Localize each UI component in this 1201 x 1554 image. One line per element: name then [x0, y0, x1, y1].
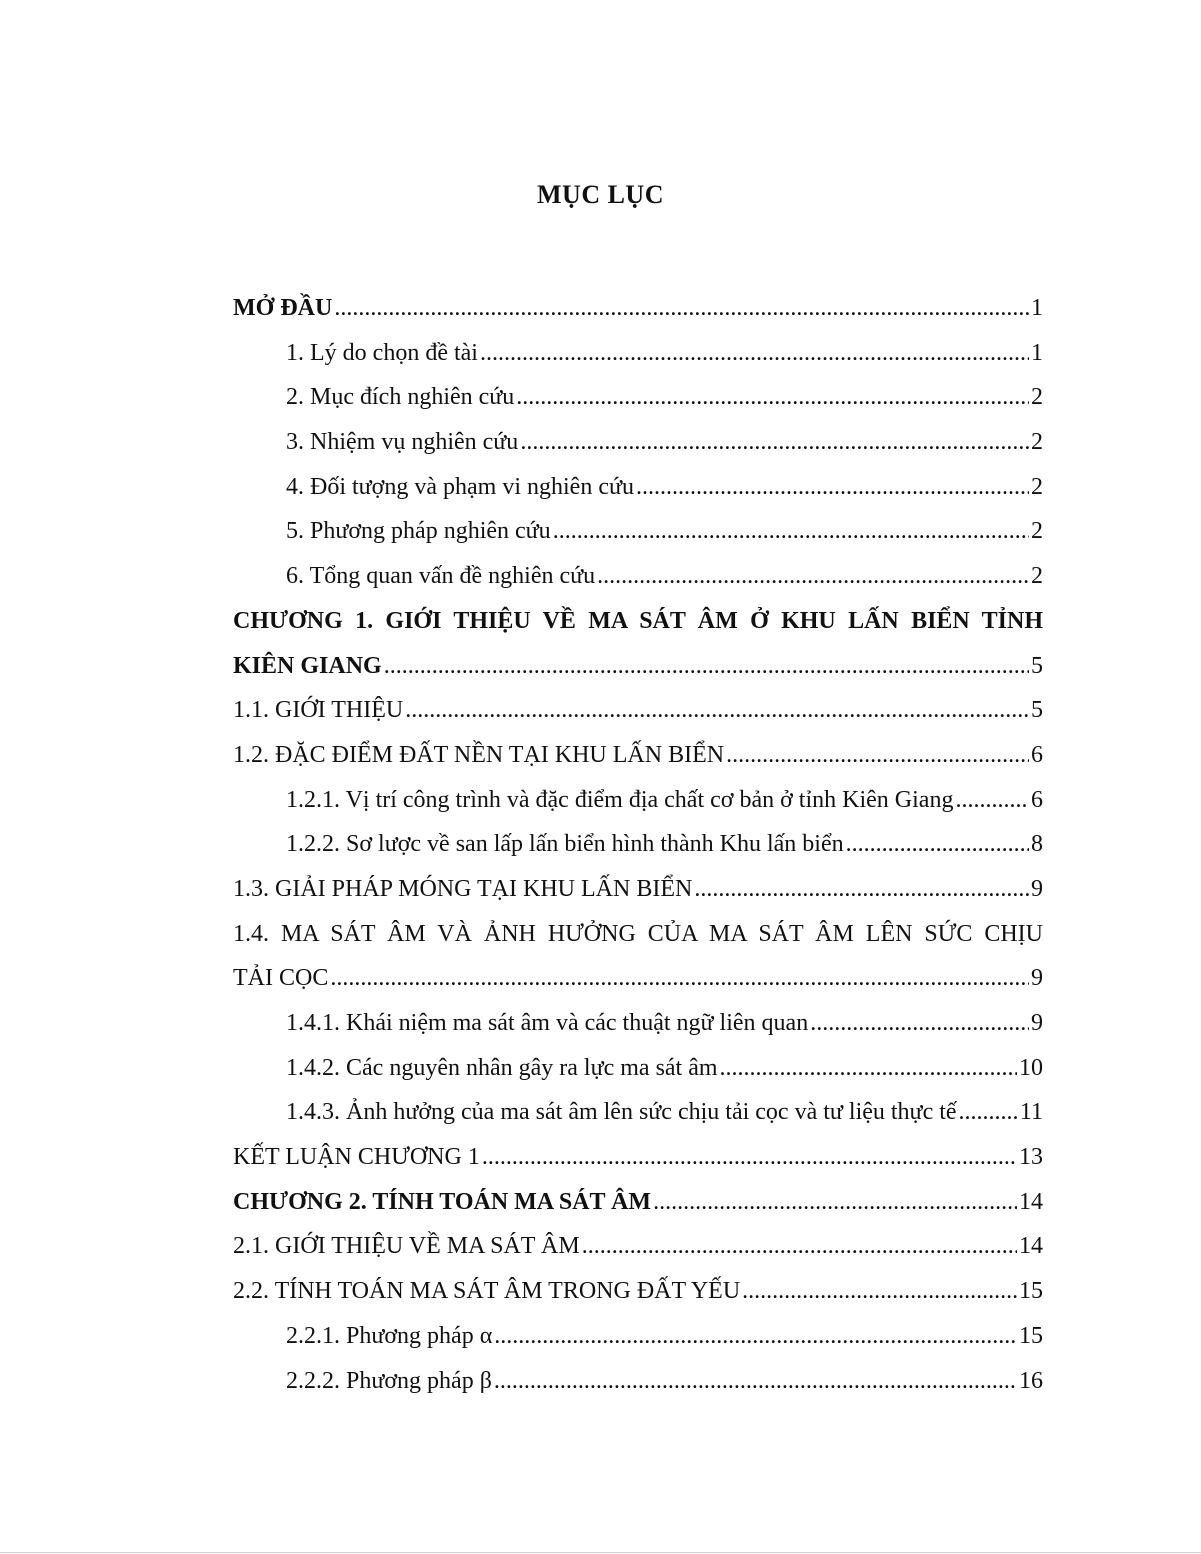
toc-entry-ket-luan-1[interactable]: [233, 1135, 1043, 1180]
toc-entry-3[interactable]: [233, 420, 1043, 465]
toc-entry-label: CHƯƠNG 2. TÍNH TOÁN MA SÁT ÂM: [233, 1188, 652, 1215]
dot-leader: [597, 554, 1029, 599]
toc-entry-1-4-3[interactable]: [233, 1090, 1043, 1135]
dot-leader: [334, 286, 1029, 331]
dot-leader: [405, 688, 1029, 733]
toc-entry-4[interactable]: [233, 465, 1043, 510]
toc-entry-page: 5: [1031, 652, 1043, 679]
toc-entry-page: 9: [1031, 875, 1043, 902]
toc-entry-page: 2: [1031, 563, 1043, 590]
toc-entry-label: TẢI CỌC: [233, 965, 329, 992]
dot-leader: [653, 1180, 1017, 1225]
toc-entry-page: 2: [1031, 384, 1043, 411]
dot-leader: [494, 1314, 1017, 1359]
toc-entry-label: 3. Nhiệm vụ nghiên cứu: [286, 429, 519, 456]
toc-entry-page: 2: [1031, 429, 1043, 456]
toc-entry-1-3[interactable]: [233, 867, 1043, 912]
toc-entry-label: KẾT LUẬN CHƯƠNG 1: [233, 1144, 480, 1171]
toc-entry-2-1[interactable]: [233, 1224, 1043, 1269]
table-of-contents: [233, 286, 1043, 1403]
toc-entry-label: 1.4.1. Khái niệm ma sát âm và các thuật ngữ liên quan: [286, 1010, 809, 1036]
toc-entry-mo-dau[interactable]: [233, 286, 1043, 331]
toc-entry-1-2-1[interactable]: [233, 778, 1043, 823]
toc-entry-label: 2.2.1. Phương pháp α: [286, 1322, 493, 1349]
toc-entry-label: CHƯƠNG 1. GIỚI THIỆU VỀ MA SÁT ÂM Ở KHU LẤN BIỂN TỈNH: [233, 607, 1043, 634]
dot-leader: [846, 822, 1029, 867]
toc-entry-page: 16: [1019, 1367, 1043, 1394]
toc-entry-2-2-1[interactable]: [233, 1314, 1043, 1359]
dot-leader: [516, 375, 1029, 420]
toc-entry-label: 1.4. MA SÁT ÂM VÀ ẢNH HƯỞNG CỦA MA SÁT ÂM LÊN SỨC CHỊU: [233, 920, 1043, 947]
toc-entry-page: 5: [1031, 697, 1043, 724]
toc-entry-6[interactable]: [233, 554, 1043, 599]
toc-entry-page: 2: [1031, 518, 1043, 545]
toc-entry-label: 1.2.1. Vị trí công trình và đặc điểm địa chất cơ bản ở tỉnh Kiên Giang: [286, 786, 954, 813]
dot-leader: [810, 1001, 1029, 1046]
toc-entry-page: 10: [1019, 1054, 1043, 1081]
toc-entry-label: 1.1. GIỚI THIỆU: [233, 697, 404, 724]
toc-entry-label: 1.2. ĐẶC ĐIỂM ĐẤT NỀN TẠI KHU LẤN BIỂN: [233, 741, 725, 768]
toc-entry-1-2-2[interactable]: [233, 822, 1043, 867]
dot-leader: [636, 465, 1029, 510]
toc-entry-page: 1: [1031, 295, 1043, 321]
dot-leader: [553, 509, 1029, 554]
toc-entry-label: 2.1. GIỚI THIỆU VỀ MA SÁT ÂM: [233, 1233, 580, 1260]
toc-entry-label: 4. Đối tượng và phạm vi nghiên cứu: [286, 473, 634, 500]
dot-leader: [959, 1090, 1018, 1135]
toc-entry-page: 8: [1031, 831, 1043, 858]
dot-leader: [694, 867, 1029, 912]
dot-leader: [494, 1359, 1017, 1404]
toc-entry-label: 2.2.2. Phương pháp β: [286, 1367, 492, 1394]
toc-entry-page: 15: [1019, 1322, 1043, 1349]
toc-entry-chuong-1-line2[interactable]: [233, 644, 1043, 689]
toc-entry-page: 13: [1019, 1144, 1043, 1171]
toc-entry-label: 1.3. GIẢI PHÁP MÓNG TẠI KHU LẤN BIỂN: [233, 875, 693, 902]
toc-entry-label: 1.4.3. Ảnh hưởng của ma sát âm lên sức chịu tải cọc và tư liệu thực tế: [286, 1099, 957, 1126]
page-bottom-edge: [0, 1552, 1201, 1553]
toc-entry-label: 5. Phương pháp nghiên cứu: [286, 518, 551, 545]
toc-entry-label: 1.2.2. Sơ lược về san lấp lấn biển hình thành Khu lấn biển: [286, 831, 844, 858]
dot-leader: [482, 1135, 1017, 1180]
toc-entry-label: 2. Mục đích nghiên cứu: [286, 384, 515, 411]
toc-entry-label: 1.4.2. Các nguyên nhân gây ra lực ma sát âm: [286, 1054, 718, 1081]
toc-entry-label: KIÊN GIANG: [233, 652, 382, 679]
toc-entry-2-2[interactable]: [233, 1269, 1043, 1314]
toc-entry-label: MỞ ĐẦU: [233, 295, 333, 321]
toc-entry-page: 11: [1019, 1099, 1043, 1126]
toc-entry-page: 2: [1031, 473, 1043, 500]
toc-title: MỤC LỤC: [537, 180, 664, 209]
toc-entry-2-2-2[interactable]: [233, 1359, 1043, 1404]
toc-entry-label: 2.2. TÍNH TOÁN MA SÁT ÂM TRONG ĐẤT YẾU: [233, 1278, 741, 1305]
toc-entry-1-4-2[interactable]: [233, 1046, 1043, 1091]
toc-entry-page: 9: [1031, 965, 1043, 992]
toc-entry-chuong-1-line1[interactable]: [233, 599, 1043, 644]
dot-leader: [720, 1046, 1017, 1091]
toc-entry-1-4-line2[interactable]: [233, 956, 1043, 1001]
dot-leader: [726, 733, 1029, 778]
toc-entry-page: 1: [1031, 339, 1043, 366]
toc-entry-label: 6. Tổng quan vấn đề nghiên cứu: [286, 563, 596, 590]
dot-leader: [742, 1269, 1017, 1314]
toc-entry-1[interactable]: [233, 331, 1043, 376]
dot-leader: [520, 420, 1029, 465]
toc-entry-1-1[interactable]: [233, 688, 1043, 733]
toc-entry-1-2[interactable]: [233, 733, 1043, 778]
dot-leader: [955, 778, 1029, 823]
dot-leader: [480, 331, 1029, 376]
toc-entry-5[interactable]: [233, 509, 1043, 554]
toc-entry-page: 9: [1031, 1010, 1043, 1036]
toc-entry-page: 14: [1019, 1188, 1043, 1215]
toc-entry-page: 15: [1019, 1278, 1043, 1305]
toc-entry-chuong-2[interactable]: [233, 1180, 1043, 1225]
dot-leader: [330, 956, 1029, 1001]
toc-entry-page: 6: [1031, 786, 1043, 813]
toc-entry-label: 1. Lý do chọn đề tài: [286, 339, 478, 366]
dot-leader: [384, 644, 1029, 689]
toc-entry-1-4-1[interactable]: [233, 1001, 1043, 1046]
toc-entry-page: 14: [1019, 1233, 1043, 1260]
toc-entry-page: 6: [1031, 741, 1043, 768]
toc-entry-2[interactable]: [233, 375, 1043, 420]
dot-leader: [582, 1224, 1017, 1269]
toc-entry-1-4-line1[interactable]: [233, 912, 1043, 957]
